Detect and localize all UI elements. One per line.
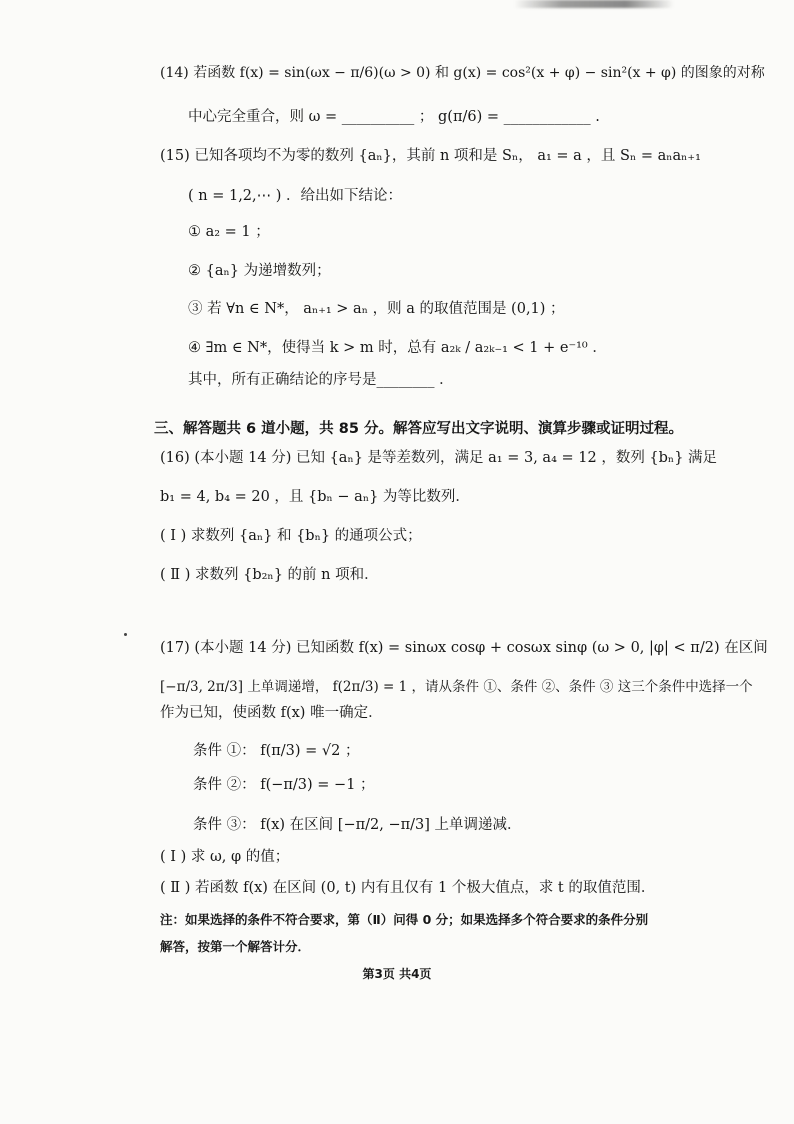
q16-line2: b₁ = 4, b₄ = 20 ，且 {bₙ − aₙ} 为等比数列． <box>160 489 470 505</box>
q15-conclusion-2: ② {aₙ} 为递增数列； <box>188 263 331 279</box>
q17-note-line2: 解答，按第一个解答计分． <box>160 939 311 954</box>
q15-conclusion-4: ④ ∃m ∈ N*，使得当 k > m 时，总有 a₂ₖ / a₂ₖ₋₁ < 1 + e⁻¹⁰ ． <box>188 340 607 356</box>
section-3-heading: 三、解答题共 6 道小题，共 85 分。解答应写出文字说明、演算步骤或证明过程。 <box>154 421 683 437</box>
q17-line3: 作为已知，使函数 f(x) 唯一确定． <box>160 705 383 721</box>
scan-artifact <box>514 0 674 8</box>
q15-line1: (15) 已知各项均不为零的数列 {aₙ}，其前 n 项和是 Sₙ， a₁ = a ，且 Sₙ = aₙaₙ₊₁ <box>160 148 701 164</box>
q17-line1: (17) (本小题 14 分) 已知函数 f(x) = sinωx cosφ + cosωx sinφ (ω > 0, |φ| < π/2) 在区间 <box>160 640 768 656</box>
q17-condition-3: 条件 ③： f(x) 在区间 [−π/2, −π/3] 上单调递减． <box>193 817 522 833</box>
q17-line2: [−π/3, 2π/3] 上单调递增， f(2π/3) = 1 ，请从条件 ①、条件 ②、条件 ③ 这三个条件中选择一个 <box>160 679 753 695</box>
q16-part-2: ( Ⅱ ) 求数列 {b₂ₙ} 的前 n 项和． <box>160 567 379 583</box>
q17-condition-1: 条件 ①： f(π/3) = √2 ； <box>193 743 360 759</box>
q14-line1: (14) 若函数 f(x) = sin(ωx − π/6)(ω > 0) 和 g(x) = cos²(x + φ) − sin²(x + φ) 的图象的对称 <box>160 65 765 81</box>
q16-line1: (16) (本小题 14 分) 已知 {aₙ} 是等差数列，满足 a₁ = 3, a₄ = 12 ，数列 {bₙ} 满足 <box>160 450 718 466</box>
q17-condition-2: 条件 ②： f(−π/3) = −1 ； <box>193 777 375 793</box>
q15-conclusion-1: ① a₂ = 1 ； <box>188 224 270 240</box>
scan-dot <box>124 633 127 636</box>
q17-note-line1: 注：如果选择的条件不符合要求，第（Ⅱ）问得 0 分；如果选择多个符合要求的条件分别 <box>160 912 649 927</box>
q16-part-1: ( Ⅰ ) 求数列 {aₙ} 和 {bₙ} 的通项公式； <box>160 528 422 544</box>
page-footer: 第3页 共4页 <box>362 967 432 981</box>
q15-conclusion-3: ③ 若 ∀n ∈ N*， aₙ₊₁ > aₙ ，则 a 的取值范围是 (0,1) ； <box>188 301 565 317</box>
q15-line2: ( n = 1,2,⋯ ) ．给出如下结论： <box>188 188 403 204</box>
q17-part-1: ( Ⅰ ) 求 ω, φ 的值； <box>160 849 290 865</box>
q15-question: 其中，所有正确结论的序号是________ ． <box>188 372 454 388</box>
q14-line2: 中心完全重合，则 ω = __________ ； g(π/6) = ____________ . <box>188 109 600 125</box>
q17-part-2: ( Ⅱ ) 若函数 f(x) 在区间 (0, t) 内有且仅有 1 个极大值点，求 t 的取值范围． <box>160 880 656 896</box>
